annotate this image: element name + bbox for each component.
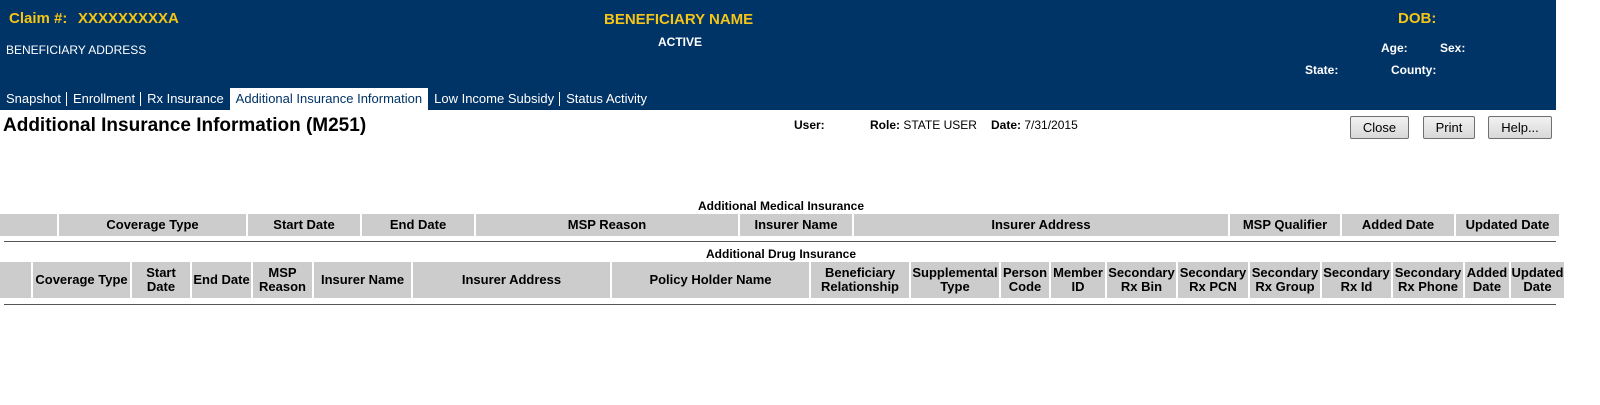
column-header-msp-reason: MSP Reason bbox=[251, 262, 312, 298]
help-button[interactable]: Help... bbox=[1488, 116, 1552, 139]
age-label: Age: bbox=[1381, 41, 1408, 55]
tab-enrollment[interactable]: Enrollment bbox=[67, 88, 141, 110]
beneficiary-address: BENEFICIARY ADDRESS bbox=[6, 43, 147, 57]
user-label: User: bbox=[794, 118, 825, 132]
user-info bbox=[794, 118, 825, 132]
column-header-person-code: Person Code bbox=[999, 262, 1049, 298]
column-header-supplemental-type: Supplemental Type bbox=[909, 262, 999, 298]
drug-table-bottom-rule bbox=[4, 304, 1556, 305]
tab-low-income-subsidy[interactable]: Low Income Subsidy bbox=[428, 88, 560, 110]
column-header-insurer-name: Insurer Name bbox=[738, 214, 852, 236]
column-header-secondary-rx-id: Secondary Rx Id bbox=[1320, 262, 1391, 298]
tab-additional-insurance-information[interactable]: Additional Insurance Information bbox=[230, 88, 428, 110]
beneficiary-name: BENEFICIARY NAME bbox=[604, 11, 754, 28]
beneficiary-header bbox=[0, 0, 1556, 110]
column-header-added-date: Added Date bbox=[1463, 262, 1509, 298]
tab-rx-insurance[interactable]: Rx Insurance bbox=[147, 91, 224, 106]
close-button[interactable]: Close bbox=[1350, 116, 1409, 139]
column-header-select bbox=[0, 214, 57, 236]
print-button[interactable]: Print bbox=[1423, 116, 1475, 139]
column-header-coverage-type: Coverage Type bbox=[31, 262, 130, 298]
date-label: Date: bbox=[991, 118, 1022, 132]
role-info bbox=[870, 118, 977, 132]
column-header-secondary-rx-group: Secondary Rx Group bbox=[1248, 262, 1320, 298]
column-header-select bbox=[0, 262, 31, 298]
claim-label: Claim #: bbox=[9, 10, 68, 27]
column-header-member-id: Member ID bbox=[1049, 262, 1105, 298]
page-title: Additional Insurance Information (M251) bbox=[3, 115, 367, 136]
tab-snapshot[interactable]: Snapshot bbox=[0, 88, 67, 110]
column-header-secondary-rx-pcn: Secondary Rx PCN bbox=[1176, 262, 1248, 298]
column-header-added-date: Added Date bbox=[1340, 214, 1454, 236]
role-value: STATE USER bbox=[903, 118, 977, 132]
state-label: State: bbox=[1305, 63, 1339, 77]
drug-insurance-title: Additional Drug Insurance bbox=[706, 247, 857, 261]
column-header-end-date: End Date bbox=[190, 262, 251, 298]
date-value: 7/31/2015 bbox=[1024, 118, 1078, 132]
drug-table-header bbox=[0, 262, 1564, 298]
column-header-coverage-type: Coverage Type bbox=[57, 214, 246, 236]
column-header-policy-holder-name: Policy Holder Name bbox=[610, 262, 809, 298]
date-info bbox=[991, 118, 1078, 132]
column-header-end-date: End Date bbox=[360, 214, 474, 236]
column-header-secondary-rx-phone: Secondary Rx Phone bbox=[1391, 262, 1463, 298]
county-label: County: bbox=[1391, 63, 1437, 77]
column-header-beneficiary-relationship: Beneficiary Relationship bbox=[809, 262, 909, 298]
dob-label: DOB: bbox=[1398, 10, 1437, 27]
column-header-start-date: Start Date bbox=[130, 262, 190, 298]
column-header-msp-qualifier: MSP Qualifier bbox=[1228, 214, 1340, 236]
enrollment-status: ACTIVE bbox=[658, 35, 703, 49]
column-header-insurer-address: Insurer Address bbox=[411, 262, 610, 298]
column-header-updated-date: Updated Date bbox=[1509, 262, 1564, 298]
claim-number: XXXXXXXXXA bbox=[78, 10, 179, 27]
column-header-start-date: Start Date bbox=[246, 214, 360, 236]
tab-status-activity[interactable]: Status Activity bbox=[566, 91, 647, 106]
column-header-updated-date: Updated Date bbox=[1454, 214, 1559, 236]
column-header-msp-reason: MSP Reason bbox=[474, 214, 738, 236]
role-label: Role: bbox=[870, 118, 900, 132]
column-header-insurer-address: Insurer Address bbox=[852, 214, 1228, 236]
medical-table-bottom-rule bbox=[4, 241, 1556, 242]
column-header-secondary-rx-bin: Secondary Rx Bin bbox=[1105, 262, 1176, 298]
medical-table-header bbox=[0, 214, 1559, 236]
column-header-insurer-name: Insurer Name bbox=[312, 262, 411, 298]
sex-label: Sex: bbox=[1440, 41, 1466, 55]
tab-bar bbox=[0, 88, 653, 110]
medical-insurance-title: Additional Medical Insurance bbox=[698, 199, 865, 213]
